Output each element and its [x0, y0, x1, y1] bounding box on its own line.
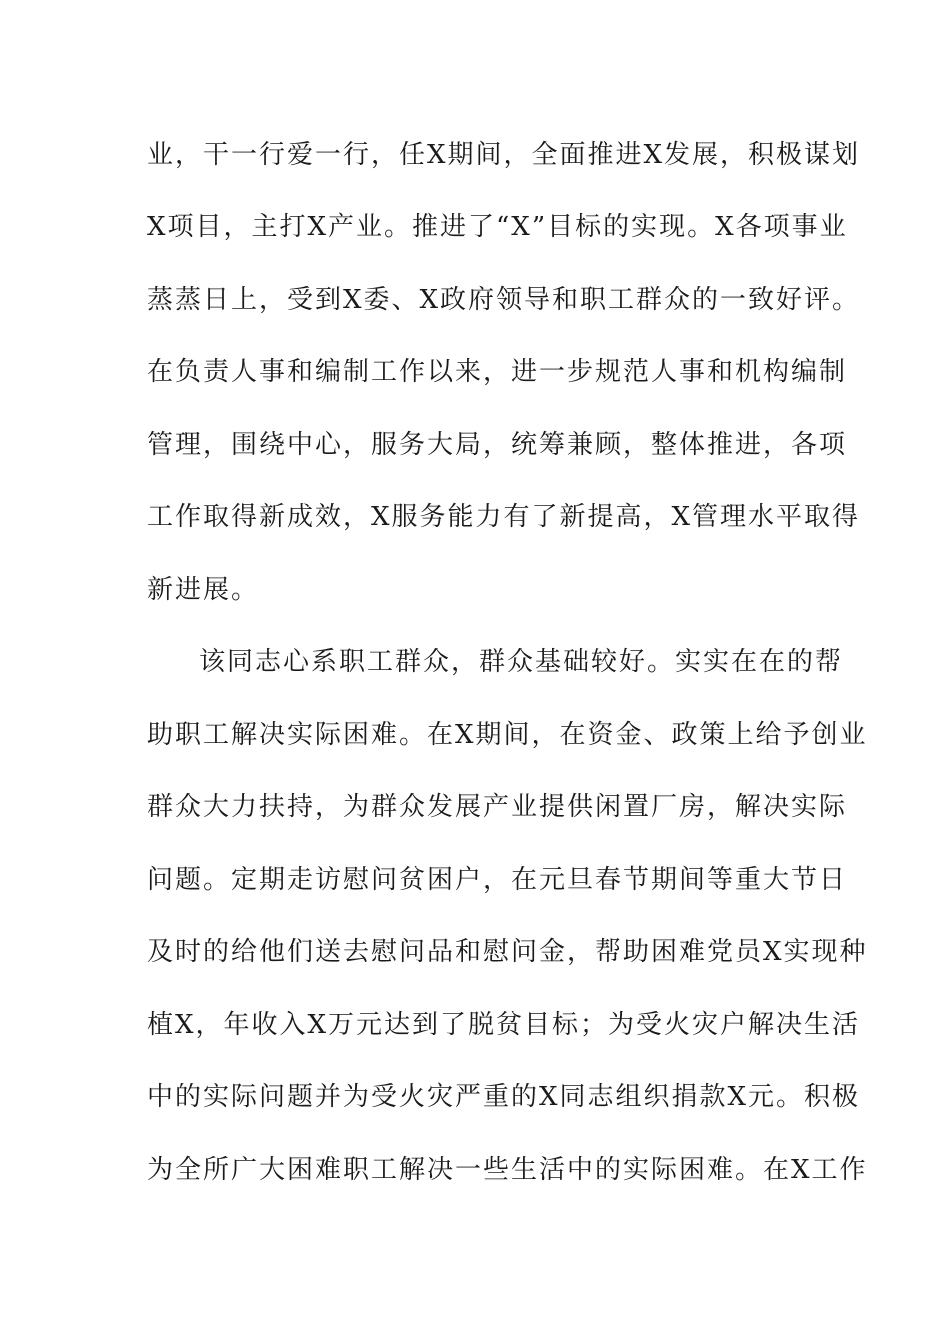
text-line: 问题。定期走访慰问贫困户，在元旦春节期间等重大节日 — [147, 865, 848, 895]
text-line: 在负责人事和编制工作以来，进一步规范人事和机构编制 — [147, 357, 848, 387]
text-line: 蒸蒸日上，受到X委、X政府领导和职工群众的一致好评。 — [147, 285, 861, 315]
text-line: 工作取得新成效，X服务能力有了新提高，X管理水平取得 — [147, 502, 861, 532]
text-line: 及时的给他们送去慰问品和慰问金，帮助困难党员X实现种 — [147, 937, 868, 967]
text-line: 中的实际问题并为受火灾严重的X同志组织捐款X元。积极 — [147, 1082, 861, 1112]
text-line: X项目，主打X产业。推进了“X”目标的实现。X各项事业 — [147, 212, 848, 242]
text-line: 植X，年收入X万元达到了脱贫目标；为受火灾户解决生活 — [147, 1010, 861, 1040]
text-line: 新进展。 — [147, 575, 260, 605]
text-line: 群众大力扶持，为群众发展产业提供闲置厂房，解决实际 — [147, 792, 848, 822]
text-line: 为全所广大困难职工解决一些生活中的实际困难。在X工作 — [147, 1155, 868, 1185]
text-line: 助职工解决实际困难。在X期间，在资金、政策上给予创业 — [147, 720, 868, 750]
text-line: 业，干一行爱一行，任X期间，全面推进X发展，积极谋划 — [147, 140, 861, 170]
text-line: 管理，围绕中心，服务大局，统筹兼顾，整体推进，各项 — [147, 430, 848, 460]
paragraph-first-line: 该同志心系职工群众，群众基础较好。实实在在的帮 — [199, 647, 844, 677]
